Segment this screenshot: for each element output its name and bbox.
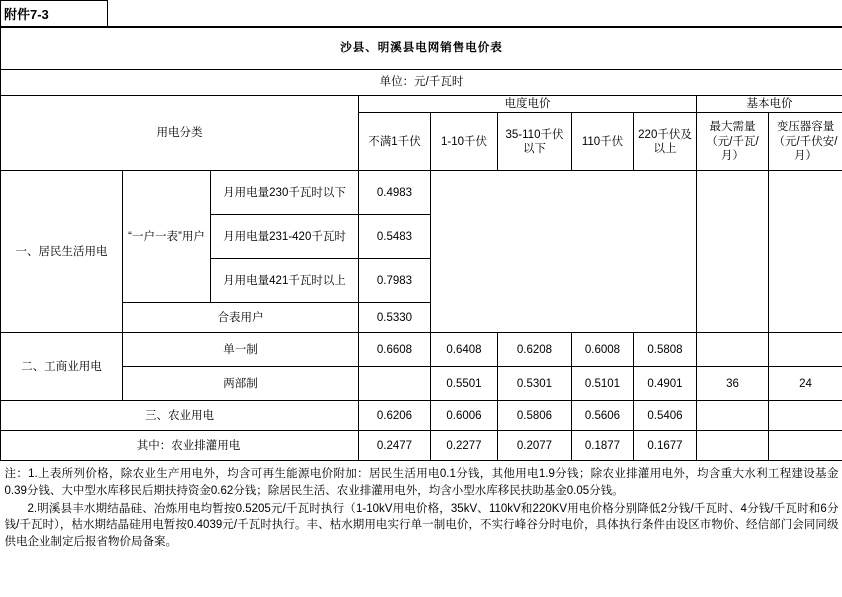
header-energy-price: 电度电价 [359, 96, 697, 113]
value-under1kv [359, 367, 431, 401]
value-merged-residential [431, 171, 697, 333]
table-row [1, 431, 842, 461]
value-transformer-capacity [769, 401, 842, 431]
value-110kv: 0.5101 [572, 367, 634, 401]
header-col-220kv: 220千伏及以上 [634, 113, 697, 171]
value-1-10kv: 0.6006 [431, 401, 498, 431]
value-max-demand [697, 431, 769, 461]
value-under1kv: 0.5330 [359, 303, 431, 333]
unit-row [1, 70, 842, 96]
header-col-max-demand: 最大需量（元/千瓦/月） [697, 113, 769, 171]
value-under1kv: 0.7983 [359, 259, 431, 303]
value-max-demand [697, 401, 769, 431]
table-row [1, 367, 842, 401]
header-col-35-110kv: 35-110千伏以下 [498, 113, 572, 171]
value-max-demand [697, 171, 769, 333]
category-agricultural-irrigation: 其中：农业排灌用电 [1, 431, 359, 461]
header-col-transformer-capacity: 变压器容量（元/千伏安/月） [769, 113, 842, 171]
sub-combined-meter: 合表用户 [123, 303, 359, 333]
value-1-10kv: 0.2277 [431, 431, 498, 461]
value-1-10kv: 0.6408 [431, 333, 498, 367]
value-under1kv: 0.2477 [359, 431, 431, 461]
value-transformer-capacity [769, 431, 842, 461]
header-basic-price: 基本电价 [697, 96, 842, 113]
value-110kv: 0.6008 [572, 333, 634, 367]
value-under1kv: 0.6608 [359, 333, 431, 367]
table-row [1, 171, 842, 215]
value-transformer-capacity [769, 171, 842, 333]
table-row [1, 401, 842, 431]
category-residential: 一、居民生活用电 [1, 171, 123, 333]
value-1-10kv: 0.5501 [431, 367, 498, 401]
header-col-1-10kv: 1-10千伏 [431, 113, 498, 171]
notes-block [1, 461, 842, 550]
header-col-110kv: 110千伏 [572, 113, 634, 171]
attachment-row [0, 0, 842, 27]
value-35-110kv: 0.5806 [498, 401, 572, 431]
attachment-label: 附件7-3 [0, 0, 108, 26]
value-under1kv: 0.5483 [359, 215, 431, 259]
note-1: 注：1.上表所列价格，除农业生产用电外，均含可再生能源电价附加：居民生活用电0.1分钱，其他用电1.9分钱；除农业排灌用电外，均含重大水利工程建设基金0.39分钱、大中型水库移民后期扶持资金0.62分钱；除居民生活、农业排灌用电外，均含小型水库移民扶助基金0.05分钱。 [4, 468, 839, 498]
page-title: 沙县、明溪县电网销售电价表 [1, 28, 842, 70]
category-agriculture: 三、农业用电 [1, 401, 359, 431]
value-max-demand [697, 333, 769, 367]
value-220kv: 0.1677 [634, 431, 697, 461]
value-under1kv: 0.4983 [359, 171, 431, 215]
notes-row [1, 461, 842, 552]
value-max-demand: 36 [697, 367, 769, 401]
value-35-110kv: 0.2077 [498, 431, 572, 461]
value-220kv: 0.4901 [634, 367, 697, 401]
value-transformer-capacity: 24 [769, 367, 842, 401]
price-table [0, 27, 842, 552]
value-220kv: 0.5808 [634, 333, 697, 367]
note-2: 2.明溪县丰水期结晶硅、冶炼用电均暂按0.5205元/千瓦时执行（1-10kV用电价格，35kV、110kV和220KV用电价格分别降低2分钱/千瓦时、4分钱/千瓦时和6分钱/千瓦时），枯水期结晶硅用电暂按0.4039元/千瓦时执行。丰、枯水期用电实行单一制电价，不实行峰谷分时电价，具体执行条件由设区市物价、经信部门会同同级供电企业制定后报省物价局备案。 [4, 502, 839, 549]
header-row-1 [1, 96, 842, 113]
value-110kv: 0.1877 [572, 431, 634, 461]
value-under1kv: 0.6206 [359, 401, 431, 431]
unit-note: 单位：元/千瓦时 [1, 70, 842, 96]
value-transformer-capacity [769, 333, 842, 367]
value-35-110kv: 0.5301 [498, 367, 572, 401]
tier-label: 月用电量230千瓦时以下 [211, 171, 359, 215]
value-110kv: 0.5606 [572, 401, 634, 431]
header-col-under1kv: 不满1千伏 [359, 113, 431, 171]
title-row [1, 28, 842, 70]
attachment-spacer [108, 0, 842, 26]
header-classification: 用电分类 [1, 96, 359, 171]
value-35-110kv: 0.6208 [498, 333, 572, 367]
notes-cell [1, 461, 842, 552]
table-row [1, 333, 842, 367]
tier-label: 月用电量421千瓦时以上 [211, 259, 359, 303]
sub-two-part-system: 两部制 [123, 367, 359, 401]
value-220kv: 0.5406 [634, 401, 697, 431]
tier-label: 月用电量231-420千瓦时 [211, 215, 359, 259]
sub-single-system: 单一制 [123, 333, 359, 367]
category-industrial-commercial: 二、工商业用电 [1, 333, 123, 401]
sub-one-meter: “一户一表”用户 [123, 171, 211, 303]
